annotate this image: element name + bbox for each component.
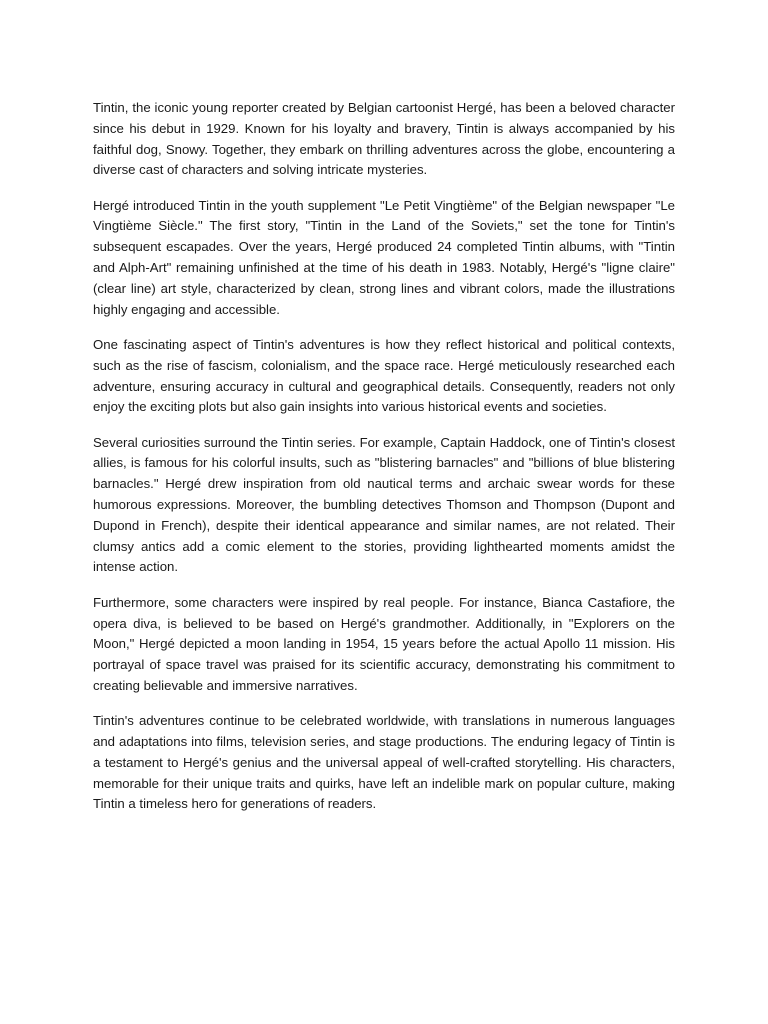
paragraph-curiosities: Several curiosities surround the Tintin series. For example, Captain Haddock, one of Tintin's closest allies, is famous for his colorful insults, such as "blistering barnacles" and "billions of blue blistering barnacles." Hergé drew inspiration from old nautical terms and archaic swear words for these humorous expressions. Moreover, the bumbling detectives Thomson and Thompson (Dupont and Dupond in French), despite their identical appearance and similar names, are not related. Their clumsy antics add a comic element to the stories, providing lighthearted moments amidst the intense action. — [93, 434, 675, 575]
paragraph-historical-context: One fascinating aspect of Tintin's adventures is how they reflect historical and political contexts, such as the rise of fascism, colonialism, and the space race. Hergé meticulously researched each adventure, ensuring accuracy in cultural and geographical details. Consequently, readers not only enjoy the exciting plots but also gain insights into various historical events and societies. — [93, 336, 675, 415]
paragraph-herge-history: Hergé introduced Tintin in the youth supplement "Le Petit Vingtième" of the Belgian newspaper "Le Vingtième Siècle." The first story, "Tintin in the Land of the Soviets," set the tone for Tintin's subsequent escapades. Over the years, Hergé produced 24 completed Tintin albums, with "Tintin and Alph-Art" remaining unfinished at the time of his death in 1983. Notably, Hergé's "ligne claire" (clear line) art style, characterized by clean, strong lines and vibrant colors, made the illustrations highly engaging and accessible. — [93, 197, 675, 317]
paragraph-intro: Tintin, the iconic young reporter created by Belgian cartoonist Hergé, has been a beloved character since his debut in 1929. Known for his loyalty and bravery, Tintin is always accompanied by his faithful dog, Snowy. Together, they embark on thrilling adventures across the globe, encountering a diverse cast of characters and solving intricate mysteries. — [93, 100, 675, 178]
paragraph-legacy: Tintin's adventures continue to be celebrated worldwide, with translations in numerous languages and adaptations into films, television series, and stage productions. The enduring legacy of Tintin is a testament to Hergé's genius and the universal appeal of well-crafted storytelling. His characters, memorable for their unique traits and quirks, have left an indelible mark on popular culture, making Tintin a timeless hero for generations of readers. — [93, 713, 675, 812]
paragraph-real-people: Furthermore, some characters were inspired by real people. For instance, Bianca Castafiore, the opera diva, is believed to be based on Hergé's grandmother. Additionally, in "Explorers on the Moon," Hergé depicted a moon landing in 1954, 15 years before the actual Apollo 11 mission. His portrayal of space travel was praised for its scientific accuracy, demonstrating his commitment to creating believable and immersive narratives. — [93, 594, 675, 693]
